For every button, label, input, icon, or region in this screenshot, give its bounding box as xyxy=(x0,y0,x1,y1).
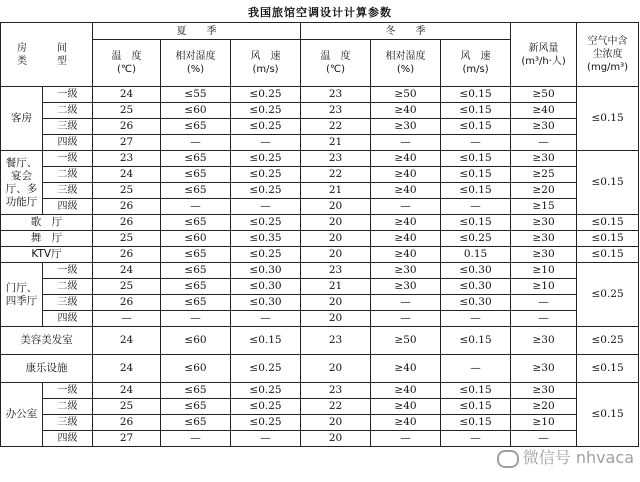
value-cell: ≥10 xyxy=(511,263,577,279)
value-cell: ≤0.25 xyxy=(231,167,301,183)
value-cell: — xyxy=(441,135,511,151)
value-cell: ≤0.30 xyxy=(441,295,511,311)
value-cell: — xyxy=(161,311,231,327)
value-cell: — xyxy=(371,199,441,215)
value-cell: ≤0.15 xyxy=(441,183,511,199)
winter-header: 冬 季 xyxy=(301,23,511,40)
value-cell: ≥40 xyxy=(511,103,577,119)
summer-wind-header: 风 速 (m/s) xyxy=(231,40,301,87)
value-cell: ≤0.25 xyxy=(231,415,301,431)
room-type-cell: 餐厅、宴会厅、多功能厅 xyxy=(1,151,43,215)
value-cell: ≤0.15 xyxy=(441,167,511,183)
value-cell: 20 xyxy=(301,355,371,383)
value-cell: ≤0.30 xyxy=(441,263,511,279)
value-cell: ≥30 xyxy=(511,231,577,247)
value-cell: ≤0.15 xyxy=(441,103,511,119)
value-cell: ≥15 xyxy=(511,199,577,215)
value-cell: ≥50 xyxy=(511,87,577,103)
value-cell: 23 xyxy=(301,327,371,355)
value-cell: ≥25 xyxy=(511,167,577,183)
table-row xyxy=(1,199,639,215)
table-row xyxy=(1,103,639,119)
table-row xyxy=(1,135,639,151)
value-cell: ≤0.25 xyxy=(231,383,301,399)
value-cell: ≥40 xyxy=(371,415,441,431)
value-cell: ≥40 xyxy=(371,103,441,119)
grade-cell: 三级 xyxy=(43,415,93,431)
grade-cell: 一级 xyxy=(43,383,93,399)
value-cell: 20 xyxy=(301,431,371,447)
value-cell: ≥40 xyxy=(371,151,441,167)
value-cell: 26 xyxy=(93,199,161,215)
grade-cell: 四级 xyxy=(43,135,93,151)
value-cell: 26 xyxy=(93,215,161,231)
value-cell: ≤65 xyxy=(161,279,231,295)
table-row xyxy=(1,247,639,263)
grade-cell: 一级 xyxy=(43,263,93,279)
room-type-cell: 门厅、四季厅 xyxy=(1,263,43,327)
value-cell: ≤60 xyxy=(161,327,231,355)
value-cell: 20 xyxy=(301,415,371,431)
value-cell: ≤0.15 xyxy=(441,151,511,167)
value-cell: ≤0.25 xyxy=(231,87,301,103)
value-cell: — xyxy=(511,431,577,447)
value-cell: ≤65 xyxy=(161,151,231,167)
value-cell: ≤0.25 xyxy=(231,151,301,167)
value-cell: 26 xyxy=(93,295,161,311)
value-cell: ≤65 xyxy=(161,399,231,415)
value-cell: — xyxy=(371,295,441,311)
dust-cell: ≤0.25 xyxy=(577,263,639,327)
room-type-cell: 美容美发室 xyxy=(1,327,93,355)
value-cell: ≥30 xyxy=(511,247,577,263)
value-cell: ≤0.30 xyxy=(231,263,301,279)
value-cell: 21 xyxy=(301,279,371,295)
table-row xyxy=(1,231,639,247)
table-row xyxy=(1,311,639,327)
value-cell: ≤65 xyxy=(161,383,231,399)
value-cell: ≤65 xyxy=(161,167,231,183)
grade-cell: 一级 xyxy=(43,151,93,167)
value-cell: — xyxy=(371,135,441,151)
value-cell: ≥40 xyxy=(371,247,441,263)
value-cell: ≤0.15 xyxy=(441,327,511,355)
table-row xyxy=(1,151,639,167)
value-cell: ≥30 xyxy=(371,263,441,279)
room-type-cell: 康乐设施 xyxy=(1,355,93,383)
summer-temp-header: 温 度 (℃) xyxy=(93,40,161,87)
value-cell: ≥40 xyxy=(371,231,441,247)
value-cell: ≤65 xyxy=(161,415,231,431)
value-cell: 20 xyxy=(301,247,371,263)
value-cell: 20 xyxy=(301,215,371,231)
table-row xyxy=(1,355,639,383)
grade-cell: 四级 xyxy=(43,199,93,215)
value-cell: ≤0.30 xyxy=(231,279,301,295)
value-cell: 23 xyxy=(301,263,371,279)
value-cell: 23 xyxy=(301,103,371,119)
value-cell: ≥40 xyxy=(371,215,441,231)
value-cell: ≤65 xyxy=(161,215,231,231)
value-cell: ≥30 xyxy=(511,215,577,231)
value-cell: ≤60 xyxy=(161,231,231,247)
value-cell: — xyxy=(231,199,301,215)
value-cell: ≤0.15 xyxy=(441,119,511,135)
value-cell: ≤65 xyxy=(161,263,231,279)
grade-cell: 一级 xyxy=(43,87,93,103)
value-cell: ≤0.30 xyxy=(231,295,301,311)
watermark: 微信号 nhvaca xyxy=(497,445,634,468)
value-cell: 22 xyxy=(301,167,371,183)
value-cell: 24 xyxy=(93,355,161,383)
value-cell: ≥30 xyxy=(511,327,577,355)
value-cell: — xyxy=(231,135,301,151)
value-cell: ≥10 xyxy=(511,279,577,295)
value-cell: — xyxy=(231,311,301,327)
grade-cell: 四级 xyxy=(43,311,93,327)
summer-rh-header: 相对湿度 (%) xyxy=(161,40,231,87)
value-cell: ≤0.35 xyxy=(231,231,301,247)
summer-header: 夏 季 xyxy=(93,23,301,40)
value-cell: 25 xyxy=(93,103,161,119)
dust-cell: ≤0.25 xyxy=(577,327,639,355)
table-title: 我国旅馆空调设计计算参数 xyxy=(248,6,392,19)
value-cell: ≥30 xyxy=(371,119,441,135)
value-cell: ≤0.15 xyxy=(231,327,301,355)
table-row xyxy=(1,327,639,355)
value-cell: ≥30 xyxy=(511,151,577,167)
dust-cell: ≤0.15 xyxy=(577,87,639,151)
room-type-cell: 歌 厅 xyxy=(1,215,93,231)
table-row xyxy=(1,383,639,399)
grade-cell: 二级 xyxy=(43,167,93,183)
table-row xyxy=(1,167,639,183)
value-cell: — xyxy=(441,431,511,447)
value-cell: ≥20 xyxy=(511,183,577,199)
value-cell: ≥30 xyxy=(511,383,577,399)
value-cell: 23 xyxy=(93,151,161,167)
value-cell: 25 xyxy=(93,279,161,295)
value-cell: — xyxy=(441,355,511,383)
value-cell: 0.15 xyxy=(441,247,511,263)
value-cell: — xyxy=(93,311,161,327)
value-cell: 26 xyxy=(93,415,161,431)
value-cell: 24 xyxy=(93,87,161,103)
table-row xyxy=(1,415,639,431)
value-cell: ≤0.25 xyxy=(231,247,301,263)
value-cell: ≥10 xyxy=(511,415,577,431)
value-cell: — xyxy=(511,295,577,311)
value-cell: 20 xyxy=(301,311,371,327)
value-cell: ≤0.25 xyxy=(231,399,301,415)
value-cell: ≤0.25 xyxy=(231,183,301,199)
value-cell: ≥40 xyxy=(371,355,441,383)
value-cell: — xyxy=(371,431,441,447)
value-cell: ≥30 xyxy=(511,119,577,135)
value-cell: 20 xyxy=(301,199,371,215)
wechat-icon xyxy=(497,450,519,468)
value-cell: ≥50 xyxy=(371,327,441,355)
winter-rh-header: 相对湿度 (%) xyxy=(371,40,441,87)
room-type-cell: 舞 厅 xyxy=(1,231,93,247)
value-cell: ≤0.25 xyxy=(441,231,511,247)
table-row xyxy=(1,295,639,311)
value-cell: ≤65 xyxy=(161,295,231,311)
table-row xyxy=(1,87,639,103)
value-cell: ≤0.15 xyxy=(441,215,511,231)
room-type-cell: KTV厅 xyxy=(1,247,93,263)
value-cell: 27 xyxy=(93,135,161,151)
value-cell: 21 xyxy=(301,135,371,151)
value-cell: 24 xyxy=(93,167,161,183)
value-cell: 27 xyxy=(93,431,161,447)
table-row xyxy=(1,279,639,295)
value-cell: ≤65 xyxy=(161,247,231,263)
value-cell: ≤0.30 xyxy=(441,279,511,295)
value-cell: 23 xyxy=(301,151,371,167)
value-cell: 23 xyxy=(301,87,371,103)
value-cell: — xyxy=(231,431,301,447)
value-cell: ≥40 xyxy=(371,183,441,199)
dust-header: 空气中含 尘浓度 (mg/m³) xyxy=(577,23,639,87)
value-cell: 20 xyxy=(301,231,371,247)
value-cell: 26 xyxy=(93,247,161,263)
value-cell: 24 xyxy=(93,263,161,279)
value-cell: — xyxy=(161,135,231,151)
value-cell: — xyxy=(441,311,511,327)
table-body xyxy=(1,87,639,447)
value-cell: ≤0.15 xyxy=(441,383,511,399)
value-cell: ≤60 xyxy=(161,355,231,383)
value-cell: — xyxy=(161,199,231,215)
grade-cell: 四级 xyxy=(43,431,93,447)
value-cell: ≤0.25 xyxy=(231,215,301,231)
grade-cell: 二级 xyxy=(43,399,93,415)
value-cell: — xyxy=(511,311,577,327)
table-row xyxy=(1,215,639,231)
table-row xyxy=(1,399,639,415)
grade-cell: 三级 xyxy=(43,295,93,311)
value-cell: ≤55 xyxy=(161,87,231,103)
room-type-cell: 办公室 xyxy=(1,383,43,447)
grade-cell: 二级 xyxy=(43,103,93,119)
dust-cell: ≤0.15 xyxy=(577,383,639,447)
value-cell: 24 xyxy=(93,327,161,355)
table-row xyxy=(1,119,639,135)
room-type-cell: 客房 xyxy=(1,87,43,151)
value-cell: ≤0.15 xyxy=(441,399,511,415)
value-cell: 22 xyxy=(301,399,371,415)
value-cell: 26 xyxy=(93,119,161,135)
fresh-air-header: 新风量 (m³/h·人) xyxy=(511,23,577,87)
value-cell: 23 xyxy=(301,383,371,399)
value-cell: 25 xyxy=(93,231,161,247)
value-cell: — xyxy=(161,431,231,447)
value-cell: — xyxy=(511,135,577,151)
grade-cell: 三级 xyxy=(43,183,93,199)
value-cell: ≤65 xyxy=(161,119,231,135)
value-cell: 21 xyxy=(301,183,371,199)
hvac-parameter-table xyxy=(0,22,639,447)
dust-cell: ≤0.15 xyxy=(577,247,639,263)
winter-temp-header: 温 度 (℃) xyxy=(301,40,371,87)
value-cell: 25 xyxy=(93,399,161,415)
grade-cell: 三级 xyxy=(43,119,93,135)
dust-cell: ≤0.15 xyxy=(577,151,639,215)
value-cell: ≥40 xyxy=(371,383,441,399)
value-cell: — xyxy=(371,311,441,327)
value-cell: ≤65 xyxy=(161,183,231,199)
winter-wind-header: 风 速 (m/s) xyxy=(441,40,511,87)
value-cell: 25 xyxy=(93,183,161,199)
dust-cell: ≤0.15 xyxy=(577,355,639,383)
dust-cell: ≤0.15 xyxy=(577,231,639,247)
value-cell: — xyxy=(441,199,511,215)
value-cell: ≥40 xyxy=(371,167,441,183)
value-cell: ≥20 xyxy=(511,399,577,415)
value-cell: ≤0.25 xyxy=(231,355,301,383)
value-cell: 20 xyxy=(301,295,371,311)
value-cell: ≤0.15 xyxy=(441,87,511,103)
table-row xyxy=(1,183,639,199)
value-cell: ≤0.25 xyxy=(231,119,301,135)
value-cell: ≤0.15 xyxy=(441,415,511,431)
value-cell: ≤0.25 xyxy=(231,103,301,119)
value-cell: ≥30 xyxy=(511,355,577,383)
value-cell: 22 xyxy=(301,119,371,135)
table-row xyxy=(1,263,639,279)
dust-cell: ≤0.15 xyxy=(577,215,639,231)
grade-cell: 二级 xyxy=(43,279,93,295)
room-type-header: 房 间 类 型 xyxy=(1,23,93,87)
value-cell: ≥40 xyxy=(371,399,441,415)
value-cell: ≥30 xyxy=(371,279,441,295)
value-cell: ≥50 xyxy=(371,87,441,103)
value-cell: ≤60 xyxy=(161,103,231,119)
value-cell: 24 xyxy=(93,383,161,399)
